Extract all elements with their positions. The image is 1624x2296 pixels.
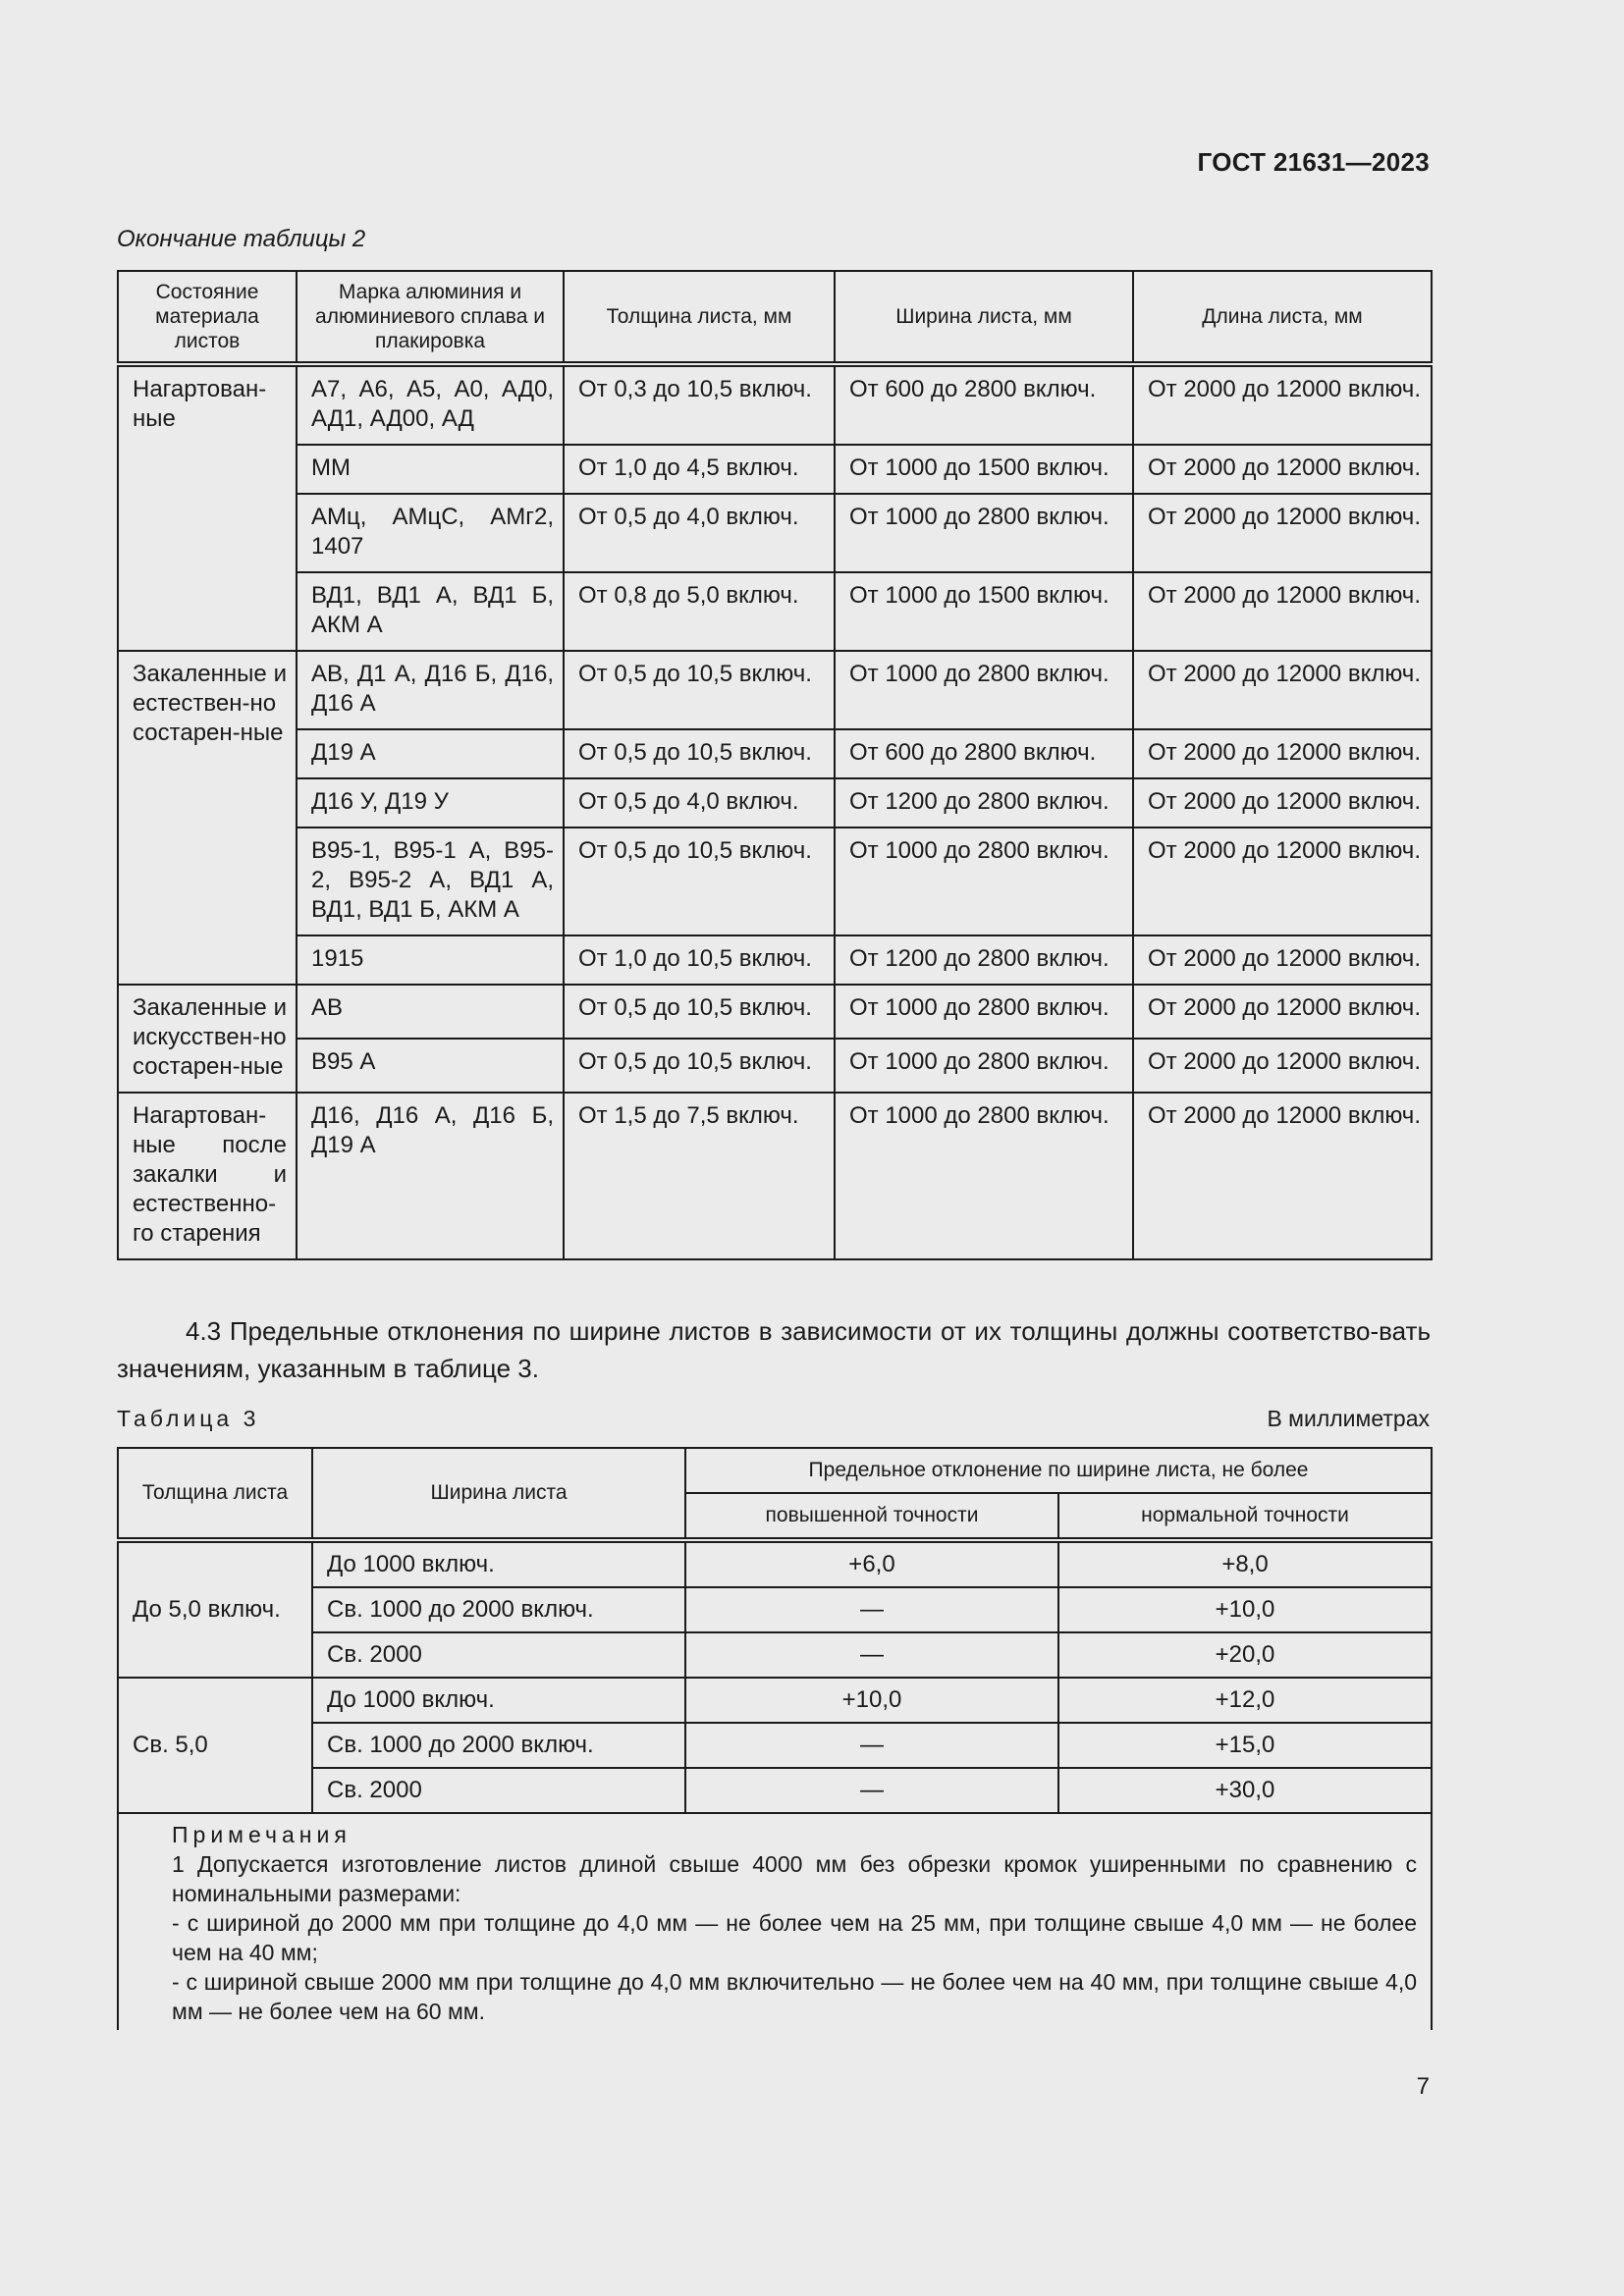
table3-caption: Таблица 3 — [117, 1406, 260, 1431]
table-row — [118, 1540, 1432, 1587]
table2-header-state: Состояние материала листов — [118, 271, 297, 364]
table-row — [118, 1587, 1432, 1632]
width-cell: Св. 2000 — [312, 1768, 685, 1813]
width-cell: От 1000 до 2800 включ. — [835, 651, 1133, 729]
high-precision-cell: — — [685, 1587, 1058, 1632]
state-cell: Нагартован-ные после закалки и естественно-го старения — [118, 1093, 297, 1259]
length-cell: От 2000 до 12000 включ. — [1133, 1093, 1432, 1259]
grade-cell: Д19 А — [297, 729, 564, 778]
length-cell: От 2000 до 12000 включ. — [1133, 729, 1432, 778]
normal-precision-cell: +10,0 — [1058, 1587, 1432, 1632]
high-precision-cell: +6,0 — [685, 1540, 1058, 1587]
grade-cell: ММ — [297, 445, 564, 494]
width-cell: От 1200 до 2800 включ. — [835, 935, 1133, 985]
length-cell: От 2000 до 12000 включ. — [1133, 828, 1432, 935]
width-cell: От 1000 до 2800 включ. — [835, 828, 1133, 935]
thickness-cell: От 0,3 до 10,5 включ. — [564, 364, 835, 445]
normal-precision-cell: +15,0 — [1058, 1723, 1432, 1768]
state-cell: Закаленные и естествен-но состарен-ные — [118, 651, 297, 985]
table-row — [118, 828, 1432, 935]
thickness-cell: От 0,5 до 10,5 включ. — [564, 729, 835, 778]
page-number: 7 — [1416, 2073, 1430, 2100]
width-cell: Св. 2000 — [312, 1632, 685, 1678]
notes-row — [118, 1813, 1432, 2030]
state-cell: Нагартован-ные — [118, 364, 297, 651]
notes-cell — [118, 1813, 1432, 2030]
width-cell: От 1000 до 2800 включ. — [835, 1039, 1133, 1093]
high-precision-cell: — — [685, 1768, 1058, 1813]
normal-precision-cell: +8,0 — [1058, 1540, 1432, 1587]
grade-cell: АВ — [297, 985, 564, 1039]
table-row — [118, 364, 1432, 445]
width-cell: От 1000 до 1500 включ. — [835, 445, 1133, 494]
normal-precision-cell: +20,0 — [1058, 1632, 1432, 1678]
width-cell: От 1200 до 2800 включ. — [835, 778, 1133, 828]
note-line: 1 Допускается изготовление листов длиной свыше 4000 мм без обрезки кромок уширенными по сравнению с номинальными размерами: — [172, 1851, 1418, 1906]
thickness-cell: От 0,8 до 5,0 включ. — [564, 572, 835, 651]
standard-header: ГОСТ 21631—2023 — [1197, 147, 1430, 177]
width-cell: От 1000 до 2800 включ. — [835, 494, 1133, 572]
thickness-cell: От 0,5 до 10,5 включ. — [564, 828, 835, 935]
width-cell: До 1000 включ. — [312, 1540, 685, 1587]
table-row — [118, 935, 1432, 985]
thickness-cell: От 1,5 до 7,5 включ. — [564, 1093, 835, 1259]
thickness-cell: От 0,5 до 4,0 включ. — [564, 494, 835, 572]
thickness-group-cell: Св. 5,0 — [118, 1678, 312, 1813]
table3-header-high: повышенной точности — [685, 1493, 1058, 1540]
grade-cell: В95 А — [297, 1039, 564, 1093]
grade-cell: ВД1, ВД1 А, ВД1 Б, АКМ А — [297, 572, 564, 651]
table2-header-width: Ширина листа, мм — [835, 271, 1133, 364]
width-cell: От 600 до 2800 включ. — [835, 364, 1133, 445]
thickness-cell: От 1,0 до 10,5 включ. — [564, 935, 835, 985]
length-cell: От 2000 до 12000 включ. — [1133, 445, 1432, 494]
table-3 — [117, 1447, 1433, 2030]
length-cell: От 2000 до 12000 включ. — [1133, 651, 1432, 729]
grade-cell: А7, А6, А5, А0, АД0, АД1, АД00, АД — [297, 364, 564, 445]
table-2 — [117, 270, 1433, 1260]
table-row — [118, 985, 1432, 1039]
table-row — [118, 1632, 1432, 1678]
table3-header-deviation: Предельное отклонение по ширине листа, не более — [685, 1448, 1432, 1493]
table2-header-grade: Марка алюминия и алюминиевого сплава и плакировка — [297, 271, 564, 364]
paragraph-text: 4.3 Предельные отклонения по ширине листов в зависимости от их толщины должны соответство-вать значениям, указанным в таблице 3. — [117, 1316, 1431, 1383]
state-cell: Закаленные и искусствен-но состарен-ные — [118, 985, 297, 1093]
table-row — [118, 1723, 1432, 1768]
thickness-cell: От 0,5 до 10,5 включ. — [564, 651, 835, 729]
grade-cell: Д16, Д16 А, Д16 Б, Д19 А — [297, 1093, 564, 1259]
width-cell: От 1000 до 1500 включ. — [835, 572, 1133, 651]
table-row — [118, 445, 1432, 494]
length-cell: От 2000 до 12000 включ. — [1133, 364, 1432, 445]
width-cell: От 1000 до 2800 включ. — [835, 1093, 1133, 1259]
grade-cell: Д16 У, Д19 У — [297, 778, 564, 828]
table2-body — [118, 364, 1432, 1259]
notes-title: Примечания — [172, 1822, 352, 1847]
width-cell: Св. 1000 до 2000 включ. — [312, 1587, 685, 1632]
table3-header-row — [118, 1448, 1432, 1493]
table3-units: В миллиметрах — [1267, 1406, 1430, 1431]
table-row — [118, 572, 1432, 651]
table2-header-length: Длина листа, мм — [1133, 271, 1432, 364]
high-precision-cell: — — [685, 1632, 1058, 1678]
table-row — [118, 1093, 1432, 1259]
width-cell: Св. 1000 до 2000 включ. — [312, 1723, 685, 1768]
width-cell: До 1000 включ. — [312, 1678, 685, 1723]
table3-header-thickness: Толщина листа — [118, 1448, 312, 1540]
table3-header-width: Ширина листа — [312, 1448, 685, 1540]
table-row — [118, 729, 1432, 778]
thickness-group-cell: До 5,0 включ. — [118, 1540, 312, 1678]
grade-cell: АВ, Д1 А, Д16 Б, Д16, Д16 А — [297, 651, 564, 729]
normal-precision-cell: +30,0 — [1058, 1768, 1432, 1813]
table2-header-row — [118, 271, 1432, 364]
length-cell: От 2000 до 12000 включ. — [1133, 494, 1432, 572]
table-row — [118, 1768, 1432, 1813]
high-precision-cell: — — [685, 1723, 1058, 1768]
thickness-cell: От 0,5 до 4,0 включ. — [564, 778, 835, 828]
length-cell: От 2000 до 12000 включ. — [1133, 572, 1432, 651]
table-row — [118, 1039, 1432, 1093]
width-cell: От 600 до 2800 включ. — [835, 729, 1133, 778]
width-cell: От 1000 до 2800 включ. — [835, 985, 1133, 1039]
table2-header-thickness: Толщина листа, мм — [564, 271, 835, 364]
thickness-cell: От 1,0 до 4,5 включ. — [564, 445, 835, 494]
thickness-cell: От 0,5 до 10,5 включ. — [564, 985, 835, 1039]
note-line: - с шириной свыше 2000 мм при толщине до 4,0 мм включительно — не более чем на 40 мм, при толщине свыше 4,0 мм — не более чем на 60 мм. — [172, 1969, 1418, 2024]
table3-body — [118, 1540, 1432, 2030]
table-row — [118, 778, 1432, 828]
normal-precision-cell: +12,0 — [1058, 1678, 1432, 1723]
paragraph-4-3 — [117, 1312, 1431, 1387]
high-precision-cell: +10,0 — [685, 1678, 1058, 1723]
table2-caption: Окончание таблицы 2 — [117, 226, 366, 252]
grade-cell: АМц, АМцС, АМг2, 1407 — [297, 494, 564, 572]
table-row — [118, 1678, 1432, 1723]
table3-header-normal: нормальной точности — [1058, 1493, 1432, 1540]
length-cell: От 2000 до 12000 включ. — [1133, 778, 1432, 828]
length-cell: От 2000 до 12000 включ. — [1133, 935, 1432, 985]
grade-cell: 1915 — [297, 935, 564, 985]
length-cell: От 2000 до 12000 включ. — [1133, 985, 1432, 1039]
grade-cell: В95-1, В95-1 А, В95-2, В95-2 А, ВД1 А, ВД1, ВД1 Б, АКМ А — [297, 828, 564, 935]
note-line: - с шириной до 2000 мм при толщине до 4,0 мм — не более чем на 25 мм, при толщине свыше 4,0 мм — не более чем на 40 мм; — [172, 1910, 1418, 1965]
length-cell: От 2000 до 12000 включ. — [1133, 1039, 1432, 1093]
table-row — [118, 651, 1432, 729]
table-row — [118, 494, 1432, 572]
thickness-cell: От 0,5 до 10,5 включ. — [564, 1039, 835, 1093]
